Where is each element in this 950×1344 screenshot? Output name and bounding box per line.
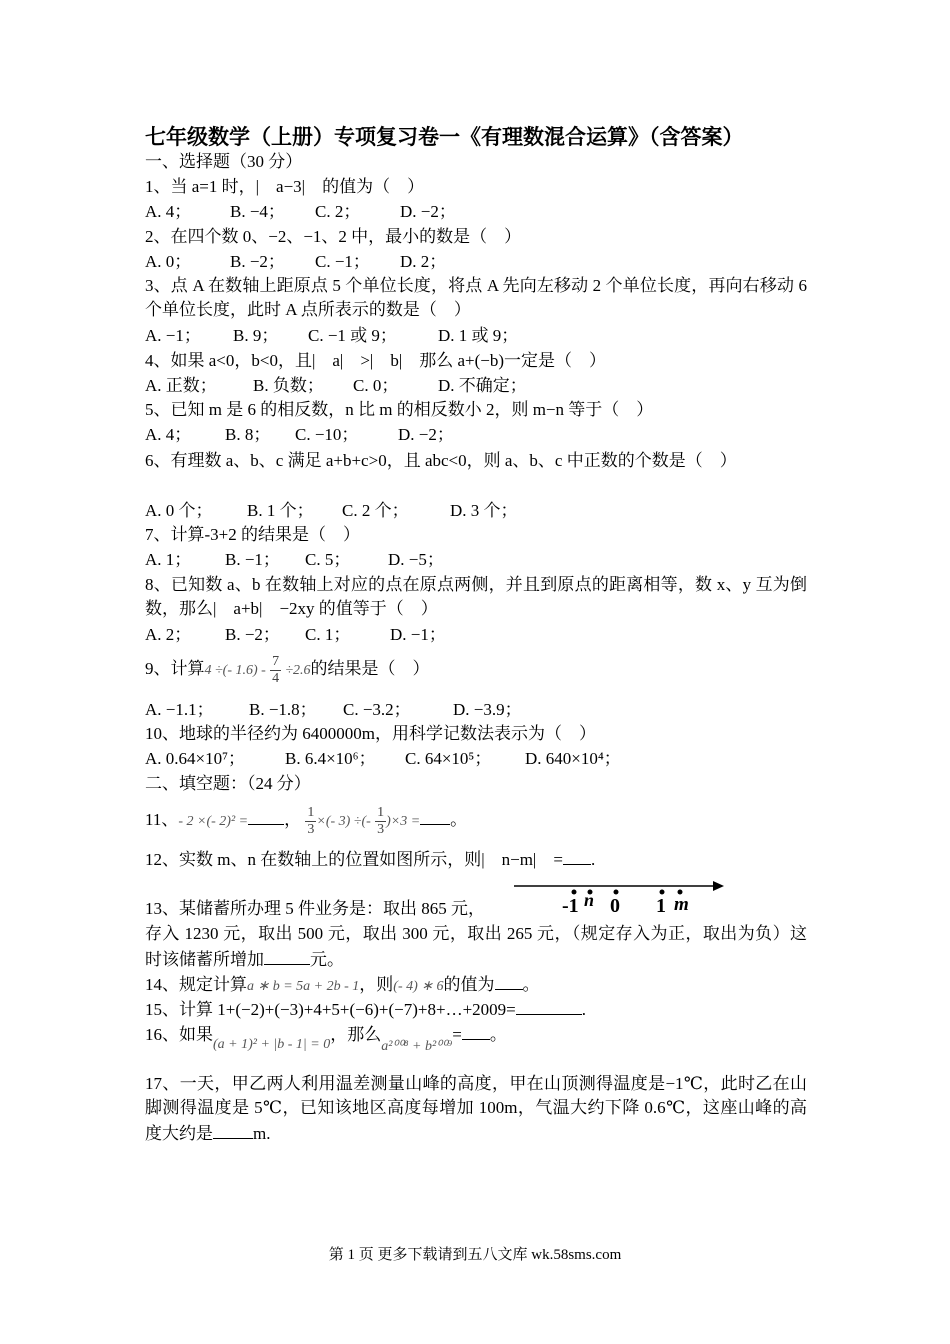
question-15: 15、计算 1+(−2)+(−3)+4+5+(−6)+(−7)+8+…+2009= . [145,996,586,1022]
question-16: 16、如果$_{(a + 1)^2 + |b - 1| = 0}$，那么$_{a^{2008} + b^{2009}}$= 。 [145,1020,507,1062]
option-d: D. −2； [398,425,454,444]
option-a: A. 2； [145,625,192,644]
question-12: 12、实数 m、n 在数轴上的位置如图所示，则| n−m| = . [145,846,595,872]
fraction: $\frac{1}{3}$ [377,804,385,837]
option-a: A. 1； [145,550,192,569]
question-13: 存入 1230 元，取出 500 元，取出 300 元，取出 265 元，（规定存入为正，取出为负）这时该储蓄所增加 元。 [145,924,807,969]
option-c: C. 1； [305,625,351,644]
page-footer: 第 1 页 更多下载请到五八文库 wk.58sms.com [328,1247,622,1263]
option-a: A. 正数； [145,376,217,395]
label-zero: 0 [610,895,620,914]
label-m: m [674,894,689,914]
option-a: A. 4； [145,425,192,444]
option-d: D. −1； [390,625,446,644]
option-d: D. 640×10⁴； [525,749,621,768]
option-c: C. −1； [315,252,370,271]
answer-blank [264,946,310,965]
expression: ×(- 3) ÷(- [316,814,371,829]
section-fill-heading: 二、填空题：（24 分） [145,774,311,793]
question-2-options [145,250,446,274]
option-c: C. 5； [305,550,351,569]
option-d: D. 1 或 9； [438,326,519,345]
question-10: 10、地球的半径约为 6400000m，用科学记数法表示为（ ） [145,724,596,743]
fraction: $\frac{1}{3}$ [307,804,315,837]
question-13-line-1: 13、某储蓄所办理 5 件业务是：取出 865 元， [145,899,485,918]
option-d: D. 2； [400,252,447,271]
option-b: B. 6.4×10⁶； [285,749,376,768]
expression: ÷2.6 [285,663,311,678]
option-b: B. −2； [225,625,280,644]
question-6: 6、有理数 a、b、c 满足 a+b+c>0，且 abc<0，则 a、b、c 中正数的个数是（ ） [145,451,737,470]
option-d: D. −3.9； [453,700,522,719]
question-3: 3、点 A 在数轴上距原点 5 个单位长度，将点 A 先向左移动 2 个单位长度，再向右移动 6 个单位长度，此时 A 点所表示的数是（ ） [145,276,807,319]
point-one [660,890,665,895]
option-a: A. −1； [145,326,201,345]
label-one: 1 [656,895,666,914]
question-8: 8、已知数 a、b 在数轴上对应的点在原点两侧，并且到原点的距离相等，数 x、y 互为倒数，那么| a+b| −2xy 的值等于（ ） [145,575,807,618]
question-5: 5、已知 m 是 6 的相反数，n 比 m 的相反数小 2，则 m−n 等于（ ） [145,400,654,419]
option-c: C. 64×10⁵； [405,749,492,768]
rule-expression: a ∗ b = 5a + 2b - 1 [247,979,360,994]
expression: 4 ÷(- 1.6) - [204,663,266,678]
question-2: 2、在四个数 0、−2、−1、2 中，最小的数是（ ） [145,227,522,246]
question-14: 14、规定计算a ∗ b = 5a + 2b - 1，则(- 4) ∗ 6的值为 。 [145,971,540,999]
question-9-options [145,698,522,722]
question-1-options [145,200,456,224]
question-4: 4、如果 a<0，b<0，且| a| >| b| 那么 a+(−b)一定是（ ） [145,351,607,370]
question-10-options [145,747,621,771]
label-neg-one: -1 [562,895,579,914]
option-c: C. 0； [353,376,399,395]
question-7: 7、计算-3+2 的结果是（ ） [145,525,360,544]
answer-blank [462,1021,490,1040]
option-b: B. 8； [225,425,271,444]
answer-blank [420,806,450,825]
option-d: D. 不确定； [438,376,527,395]
answer-blank [495,971,523,990]
expression: (- 4) ∗ 6 [393,979,444,994]
question-1: 1、当 a=1 时，| a−3| 的值为（ ） [145,177,425,196]
option-b: B. 9； [233,326,279,345]
condition-expression: (a + 1)² + |b - 1| = 0 [213,1037,331,1052]
option-b: B. 1 个； [247,501,314,520]
expression: a²⁰⁰⁸ + b²⁰⁰⁹ [381,1039,453,1054]
option-c: C. −3.2； [343,700,411,719]
page-title: 七年级数学（上册）专项复习卷一《有理数混合运算》（含答案） [145,125,744,149]
option-c: C. −10； [295,425,359,444]
option-a: A. 0 个； [145,501,213,520]
option-d: D. −2； [400,202,456,221]
fraction: $\frac{7}{4}$ [272,653,280,686]
question-4-options [145,374,527,398]
option-b: B. −4； [230,202,285,221]
question-6-options [145,499,518,523]
answer-blank [248,806,284,825]
point-zero [614,890,619,895]
section-choice-heading: 一、选择题（30 分） [145,152,303,171]
question-5-options [145,423,454,447]
question-9: 9、计算4 ÷(- 1.6) - $\frac{7}{4}$ ÷2.6的结果是（ ） [145,653,430,686]
option-a: A. 0； [145,252,192,271]
answer-blank [516,996,582,1015]
option-a: A. −1.1； [145,700,214,719]
expression: )×3 = [386,814,421,829]
expression: - 2 ×(- 2)² = [178,814,249,829]
question-11: 11、- 2 ×(- 2)² = ， $\frac{1}{3}$ ×(- 3) ÷(- $\frac{1}{3}$ )×3 = 。 [145,804,468,837]
option-d: D. 3 个； [450,501,518,520]
option-c: C. 2； [315,202,361,221]
option-a: A. 0.64×10⁷； [145,749,246,768]
question-17: 17、一天，甲乙两人利用温差测量山峰的高度，甲在山顶测得温度是−1℃，此时乙在山脚测得温度是 5℃，已知该地区高度每增加 100m，气温大约下降 0.6℃，这座山峰的高度大约是 m. [145,1074,807,1143]
question-3-options [145,324,518,348]
option-c: C. 2 个； [342,501,409,520]
label-n: n [584,890,595,910]
option-c: C. −1 或 9； [308,326,397,345]
number-line-figure [512,872,732,914]
answer-blank [563,846,591,865]
option-b: B. 负数； [253,376,324,395]
option-d: D. −5； [388,550,444,569]
option-b: B. −2； [230,252,285,271]
answer-blank [213,1120,253,1139]
option-a: A. 4； [145,202,192,221]
question-7-options [145,548,444,572]
question-8-options [145,623,446,647]
option-b: B. −1； [225,550,280,569]
point-neg-one [572,890,577,895]
arrow-head-icon [713,881,724,891]
option-b: B. −1.8； [249,700,317,719]
